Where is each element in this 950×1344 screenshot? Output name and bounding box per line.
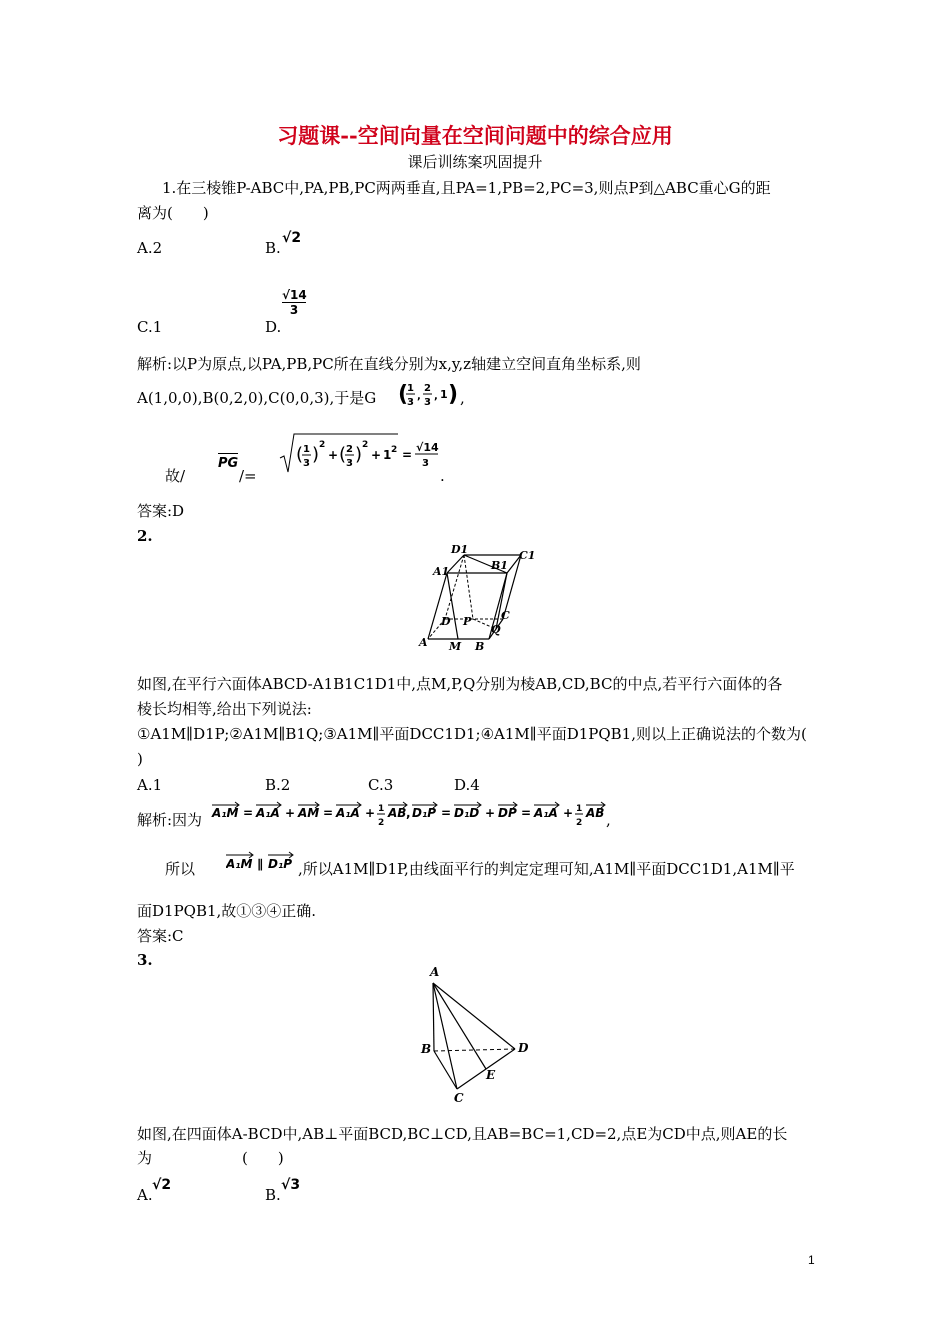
q1-solution-line2-tail: , [460, 389, 465, 407]
q3-stem-line1: 如图,在四面体A-BCD中,AB⊥平面BCD,BC⊥CD,且AB=BC=1,CD=2,点E为CD中点,则AE的长 [137, 1125, 788, 1143]
q3-fig-label-e: E [486, 1068, 496, 1082]
svg-text:AB: AB [388, 806, 407, 820]
svg-text:+: + [285, 806, 296, 820]
q2-stem-line3: ①A1M∥D1P;②A1M∥B1Q;③A1M∥平面DCC1D1;④A1M∥平面D1PQB1,则以上正确说法的个数为( [137, 725, 807, 743]
q2-option-a: A.1 [137, 776, 163, 794]
q3-option-b-math: √3 [281, 1177, 301, 1193]
q2-option-c: C.3 [368, 776, 394, 794]
q1-option-d-numerator: √14 [282, 288, 307, 302]
svg-text:1: 1 [407, 383, 414, 394]
q3-fig-label-a: A [430, 965, 440, 979]
svg-text:2: 2 [424, 383, 431, 394]
svg-text:A₁M: A₁M [226, 857, 253, 871]
q1-solution-line3-eq: /= [239, 467, 257, 485]
svg-text:): ) [355, 444, 363, 465]
svg-text:2: 2 [576, 818, 583, 828]
q2-fig-label-p: P [463, 615, 472, 628]
q2-fig-label-q: Q [491, 623, 501, 636]
svg-text:DP: DP [498, 806, 517, 820]
q2-figure-parallelepiped [415, 543, 545, 659]
q1-option-b: B. [265, 239, 281, 257]
svg-text:3: 3 [303, 458, 310, 469]
q2-fig-label-b1: B1 [491, 559, 508, 572]
svg-text:+: + [371, 448, 382, 462]
svg-text:=: = [441, 806, 452, 820]
q2-fig-label-c1: C1 [519, 549, 536, 562]
page-title: 习题课--空间向量在空间问题中的综合应用 [277, 123, 673, 148]
q2-fig-label-a1: A1 [433, 565, 450, 578]
q1-vector-pg [218, 453, 238, 474]
svg-text:=: = [402, 448, 413, 462]
q2-option-b: B.2 [265, 776, 291, 794]
svg-text:A₁A: A₁A [336, 806, 360, 820]
q3-option-a: A. [137, 1186, 153, 1204]
q2-solution-line2: ,所以A1M∥D1P,由线面平行的判定定理可知,A1M∥平面DCC1D1,A1M∥平 [298, 860, 795, 878]
q1-option-a: A.2 [137, 239, 163, 257]
svg-text:=: = [521, 806, 532, 820]
q2-fig-label-b: B [475, 640, 485, 653]
q1-distance-formula [278, 430, 448, 480]
q2-fig-label-m: M [449, 640, 462, 653]
q3-fig-label-c: C [454, 1091, 464, 1105]
q3-fig-label-b: B [421, 1042, 432, 1056]
svg-text:A₁A: A₁A [534, 806, 558, 820]
q1-vector-pg-label: PG [218, 453, 238, 474]
q1-centroid-coords [398, 379, 460, 413]
q2-fig-label-a: A [419, 636, 428, 649]
q2-fig-label-d: D [441, 615, 451, 628]
svg-text:AB: AB [586, 806, 605, 820]
svg-text:=: = [243, 806, 254, 820]
svg-text:(: ( [296, 444, 304, 465]
q2-solution-tail: , [606, 811, 611, 829]
q1-option-d: D. [265, 318, 282, 336]
svg-text:1: 1 [383, 448, 392, 462]
q1-stem-line2: 离为( ) [137, 204, 209, 222]
q1-option-d-fraction [282, 288, 306, 317]
svg-text:∥: ∥ [257, 857, 263, 871]
svg-text:(: ( [398, 382, 409, 407]
svg-text:A₁M: A₁M [212, 806, 239, 820]
svg-text:): ) [448, 382, 459, 407]
svg-text:): ) [312, 444, 320, 465]
q2-answer: 答案:C [137, 927, 184, 945]
svg-text:D₁P: D₁P [268, 857, 293, 871]
q2-solution-line3: 面D1PQB1,故①③④正确. [137, 902, 317, 920]
svg-text:√14: √14 [416, 441, 439, 454]
svg-text:(: ( [339, 444, 347, 465]
svg-text:1: 1 [303, 444, 310, 455]
q2-solution-line2-prefix: 所以 [165, 860, 196, 878]
q2-stem-line4: ) [137, 750, 143, 768]
q2-vector-equations [210, 797, 610, 833]
q3-fig-label-d: D [518, 1041, 529, 1055]
q2-fig-label-c: C [501, 609, 510, 622]
q1-option-d-denominator: 3 [289, 303, 299, 317]
q3-option-a-math: √2 [152, 1177, 172, 1193]
svg-text:,: , [406, 806, 411, 820]
q3-number: 3. [137, 951, 153, 969]
svg-text:,: , [434, 391, 438, 402]
svg-text:2: 2 [378, 818, 385, 828]
q3-figure-tetrahedron [418, 965, 538, 1111]
page-number: 1 [808, 1253, 815, 1267]
q2-solution-label: 解析:因为 [137, 811, 203, 829]
svg-text:D₁D: D₁D [454, 806, 480, 820]
svg-text:2: 2 [362, 440, 369, 450]
svg-text:=: = [323, 806, 334, 820]
q1-solution-line2: A(1,0,0),B(0,2,0),C(0,0,3),于是G [137, 389, 377, 407]
svg-text:3: 3 [424, 397, 431, 408]
q1-answer: 答案:D [137, 502, 185, 520]
q3-option-b: B. [265, 1186, 281, 1204]
svg-text:A₁A: A₁A [256, 806, 280, 820]
svg-text:2: 2 [346, 444, 353, 455]
svg-text:+: + [365, 806, 376, 820]
svg-text:+: + [328, 448, 339, 462]
svg-text:3: 3 [407, 397, 414, 408]
q1-solution-line3-prefix: 故/ [165, 467, 186, 485]
q1-stem-line1: 1.在三棱锥P-ABC中,PA,PB,PC两两垂直,且PA=1,PB=2,PC=3,则点P到△ABC重心G的距 [162, 179, 771, 197]
q2-stem-line2: 棱长均相等,给出下列说法: [137, 700, 312, 718]
q1-option-c: C.1 [137, 318, 163, 336]
svg-text:+: + [485, 806, 496, 820]
svg-text:1: 1 [378, 804, 385, 814]
q1-solution-line1: 解析:以P为原点,以PA,PB,PC所在直线分别为x,y,z轴建立空间直角坐标系,则 [137, 355, 641, 373]
q1-option-b-math: √2 [282, 230, 302, 246]
q2-number: 2. [137, 527, 153, 545]
q1-solution-line3-end: . [440, 467, 445, 485]
svg-text:3: 3 [422, 458, 429, 469]
svg-text:3: 3 [346, 458, 353, 469]
page-subtitle: 课后训练案巩固提升 [407, 153, 543, 171]
svg-text:2: 2 [391, 445, 398, 455]
svg-text:,: , [417, 391, 421, 402]
svg-text:+: + [563, 806, 574, 820]
q2-vector-parallel [226, 848, 298, 878]
q2-stem-line1: 如图,在平行六面体ABCD-A1B1C1D1中,点M,P,Q分别为棱AB,CD,BC的中点,若平行六面体的各 [137, 675, 783, 693]
svg-text:2: 2 [319, 440, 326, 450]
svg-text:1: 1 [440, 388, 448, 401]
svg-text:1: 1 [576, 804, 583, 814]
q2-fig-label-d1: D1 [451, 543, 469, 556]
svg-text:AM: AM [298, 806, 320, 820]
svg-text:D₁P: D₁P [412, 806, 437, 820]
q2-option-d: D.4 [454, 776, 480, 794]
q3-stem-line2: 为 ( ) [137, 1149, 284, 1167]
